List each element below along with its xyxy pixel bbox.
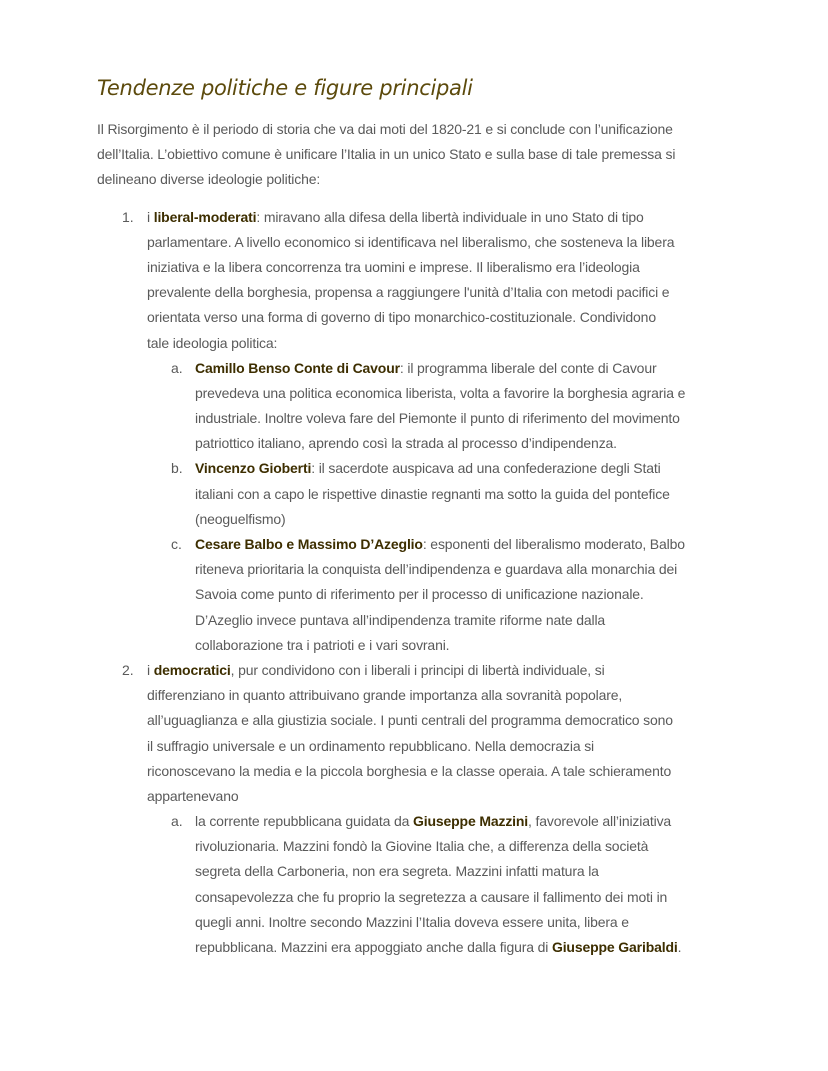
text-segment: delineano diverse ideologie politiche:: [97, 171, 321, 188]
text-segment: differenziano in quanto attribuivano grande importanza alla sovranità popolare,: [147, 687, 623, 704]
list-marker: b.: [171, 460, 183, 477]
text-segment: all’uguaglianza e alla giustizia sociale. I punti centrali del programma democratico sono: [147, 712, 673, 729]
text-segment: il suffragio universale e un ordinamento repubblicano. Nella democrazia si: [147, 737, 595, 754]
text-line: [147, 205, 737, 230]
text-segment: Il Risorgimento è il periodo di storia che va dai moti del 1820-21 e si conclude con l’unificazione: [97, 121, 673, 137]
text-line: [195, 356, 737, 381]
text-segment: appartenevano: [147, 787, 239, 804]
text-segment: collaborazione tra i patrioti e i vari sovrani.: [195, 636, 450, 653]
bold-term: liberal-moderati: [153, 208, 257, 225]
text-line: [195, 532, 737, 557]
text-segment: prevalente della borghesia, propensa a raggiungere l'unità d’Italia con metodi pacifici e: [147, 284, 670, 301]
text-line: [147, 784, 737, 809]
list-marker: a.: [171, 813, 183, 830]
text-segment: : il programma liberale del conte di Cavour: [399, 359, 657, 376]
text-line: [147, 230, 737, 255]
text-line: [147, 658, 737, 683]
text-line: [195, 381, 737, 406]
text-segment: : miravano alla difesa della libertà individuale in uno Stato di tipo: [256, 208, 644, 225]
list-item: [122, 205, 737, 356]
bold-term: Camillo Benso Conte di Cavour: [195, 359, 400, 376]
sub-list-item: [171, 532, 737, 658]
list-marker: c.: [171, 536, 182, 552]
sub-list-item: [171, 456, 737, 532]
section-title: Tendenze politiche e figure principali: [97, 76, 473, 100]
list-marker: 1.: [122, 208, 134, 225]
text-line: [97, 117, 737, 142]
text-segment: rivoluzionaria. Mazzini fondò la Giovine Italia che, a differenza della società: [195, 838, 649, 855]
text-line: [195, 608, 737, 633]
text-line: [147, 305, 737, 330]
text-segment: Savoia come punto di riferimento per il processo di unificazione nazionale.: [195, 586, 644, 603]
text-segment: .: [677, 939, 682, 955]
text-line: [147, 255, 737, 280]
list-item: [122, 658, 737, 809]
text-segment: segreta della Carboneria, non era segreta. Mazzini infatti matura la: [195, 863, 599, 880]
text-segment: (neoguelfismo): [195, 510, 286, 527]
bold-term: Giuseppe Garibaldi: [551, 939, 678, 955]
bold-term: Giuseppe Mazzini: [412, 813, 529, 830]
text-line: [195, 859, 737, 884]
text-segment: i: [147, 208, 154, 225]
text-line: [195, 633, 737, 658]
text-segment: industriale. Inoltre voleva fare del Piemonte il punto di riferimento del movimento: [195, 410, 680, 427]
text-segment: quegli anni. Inoltre secondo Mazzini l’Italia doveva essere unita, libera e: [195, 913, 629, 930]
text-line: [147, 280, 737, 305]
text-segment: prevedeva una politica economica liberista, volta a favorire la borghesia agraria e: [195, 384, 686, 401]
text-segment: , pur condividono con i liberali i principi di libertà individuale, si: [230, 661, 605, 678]
text-line: [195, 406, 737, 431]
document-body: [97, 117, 737, 960]
text-line: [195, 809, 737, 834]
text-line: [195, 431, 737, 456]
text-line: [147, 331, 737, 356]
text-segment: repubblicana. Mazzini era appoggiato anche dalla figura di: [195, 939, 552, 955]
text-segment: iniziativa e la libera concorrenza tra uomini e imprese. Il liberalismo era l’ideologia: [147, 258, 640, 275]
text-line: [147, 734, 737, 759]
intro-paragraph: [97, 117, 737, 193]
text-segment: consapevolezza che fu proprio la segretezza a causare il fallimento dei moti in: [195, 888, 668, 905]
text-segment: riconoscevano la media e la piccola borghesia e la classe operaia. A tale schieramento: [147, 762, 672, 779]
text-line: [195, 456, 737, 481]
text-segment: orientata verso una forma di governo di tipo monarchico-costituzionale. Condividono: [147, 309, 656, 326]
bold-term: democratici: [153, 661, 231, 678]
text-segment: dell’Italia. L’obiettivo comune è unificare l’Italia in un unico Stato e sulla base di tale premessa si: [97, 146, 676, 163]
sub-list-item: [171, 809, 737, 960]
bold-term: Cesare Balbo e Massimo D’Azeglio: [195, 536, 423, 552]
text-line: [195, 507, 737, 532]
text-line: [195, 482, 737, 507]
text-segment: D’Azeglio invece puntava all’indipendenza tramite riforme nate dalla: [195, 611, 606, 628]
text-segment: la corrente repubblicana guidata da: [195, 813, 413, 830]
text-segment: : esponenti del liberalismo moderato, Balbo: [422, 536, 685, 552]
text-line: [195, 885, 737, 910]
text-line: [195, 557, 737, 582]
text-segment: italiani con a capo le rispettive dinastie regnanti ma sotto la guida del pontefice: [195, 485, 670, 502]
list-marker: a.: [171, 359, 183, 376]
bold-term: Vincenzo Gioberti: [195, 460, 312, 477]
text-segment: riteneva prioritaria la conquista dell’indipendenza e guardava alla monarchia dei: [195, 561, 678, 578]
text-line: [147, 683, 737, 708]
text-segment: tale ideologia politica:: [147, 334, 278, 351]
text-line: [147, 708, 737, 733]
text-segment: , favorevole all’iniziativa: [528, 813, 672, 830]
sub-list-item: [171, 356, 737, 457]
text-line: [195, 910, 737, 935]
text-line: [195, 935, 737, 960]
text-line: [97, 142, 737, 167]
text-segment: patriottico italiano, aprendo così la strada al processo d’indipendenza.: [195, 435, 617, 452]
text-line: [195, 834, 737, 859]
text-line: [147, 759, 737, 784]
list-marker: 2.: [122, 661, 134, 678]
text-line: [97, 167, 737, 192]
text-segment: parlamentare. A livello economico si identificava nel liberalismo, che sosteneva la libera: [147, 233, 675, 250]
text-segment: i: [147, 661, 154, 678]
text-line: [195, 582, 737, 607]
text-segment: : il sacerdote auspicava ad una confederazione degli Stati: [311, 460, 661, 477]
